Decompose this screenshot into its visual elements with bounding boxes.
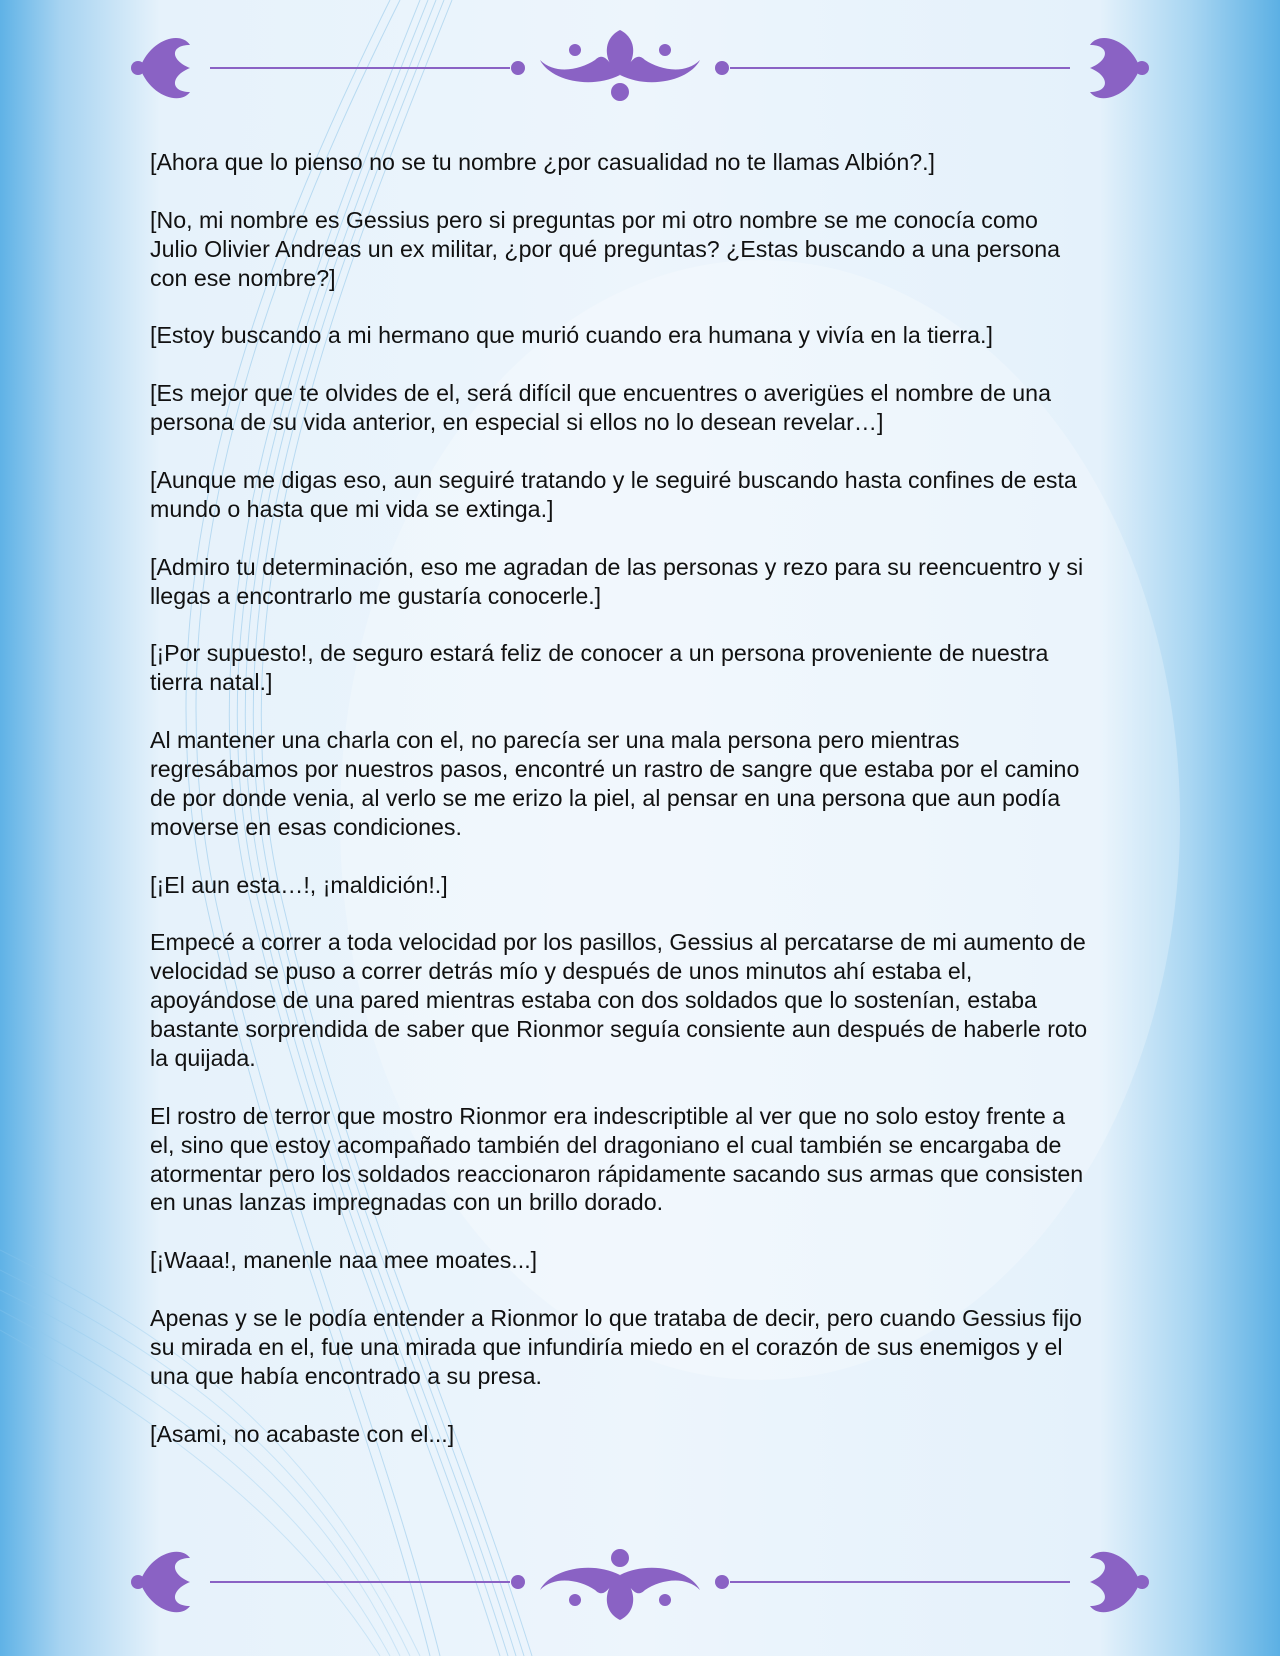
paragraph: [Es mejor que te olvides de el, será difícil que encuentres o averigües el nombre de una persona de su vida anterior, en especial si ellos no lo desean revelar…] <box>150 380 1051 436</box>
paragraph: [Asami, no acabaste con el...] <box>150 1420 455 1447</box>
paragraph: [¡Por supuesto!, de seguro estará feliz de conocer a un persona proveniente de nuestra tierra natal.] <box>150 640 1049 696</box>
paragraph: [Aunque me digas eso, aun seguiré tratando y le seguiré buscando hasta confines de esta mundo o hasta que mi vida se extinga.] <box>150 466 1077 522</box>
paragraph: [¡Waaa!, manenle naa mee moates...] <box>150 1247 538 1274</box>
paragraph: [Admiro tu determinación, eso me agradan de las personas y rezo para su reencuentro y si llegas a encontrarlo me gustaría conocerle.] <box>150 553 1084 609</box>
paragraph: [Estoy buscando a mi hermano que murió cuando era humana y vivía en la tierra.] <box>150 322 993 349</box>
paragraph: El rostro de terror que mostro Rionmor era indescriptible al ver que no solo estoy frente a el, sino que estoy acompañado también del dragoniano el cual también se encargaba de atormentar pero los soldados reaccionaron rápidamente sacando sus armas que consisten en unas lanzas impregnadas con un brillo dorado. <box>150 1102 1084 1216</box>
paragraph: Empecé a correr a toda velocidad por los pasillos, Gessius al percatarse de mi aumento de velocidad se puso a correr detrás mío y después de unos minutos ahí estaba el, apoyándose de una pared mientras estaba con dos soldados que lo sostenían, estaba bastante sorprendida de saber que Rionmor seguía consiente aun después de haberle roto la quijada. <box>150 929 1088 1071</box>
top-ornament-divider <box>130 20 1150 120</box>
paragraph: Apenas y se le podía entender a Rionmor lo que trataba de decir, pero cuando Gessius fijo su mirada en el, fue una mirada que infundiría miedo en el corazón de sus enemigos y el una que había encontrado a su presa. <box>150 1305 1082 1389</box>
paragraph: [Ahora que lo pienso no se tu nombre ¿por casualidad no te llamas Albión?.] <box>150 149 936 175</box>
paragraph: [No, mi nombre es Gessius pero si preguntas por mi otro nombre se me conocía como Julio Olivier Andreas un ex militar, ¿por qué preguntas? ¿Estas buscando a una persona con ese nombre?] <box>150 206 1060 291</box>
bottom-ornament-divider <box>130 1530 1150 1630</box>
story-text <box>150 148 1090 1477</box>
paragraph: [¡El aun esta…!, ¡maldición!.] <box>150 871 448 898</box>
paragraph: Al mantener una charla con el, no parecía ser una mala persona pero mientras regresábamos por nuestros pasos, encontré un rastro de sangre que estaba por el camino de por donde venia, al verlo se me erizo la piel, al pensar en una persona que aun podía moverse en esas condiciones. <box>150 727 1080 840</box>
